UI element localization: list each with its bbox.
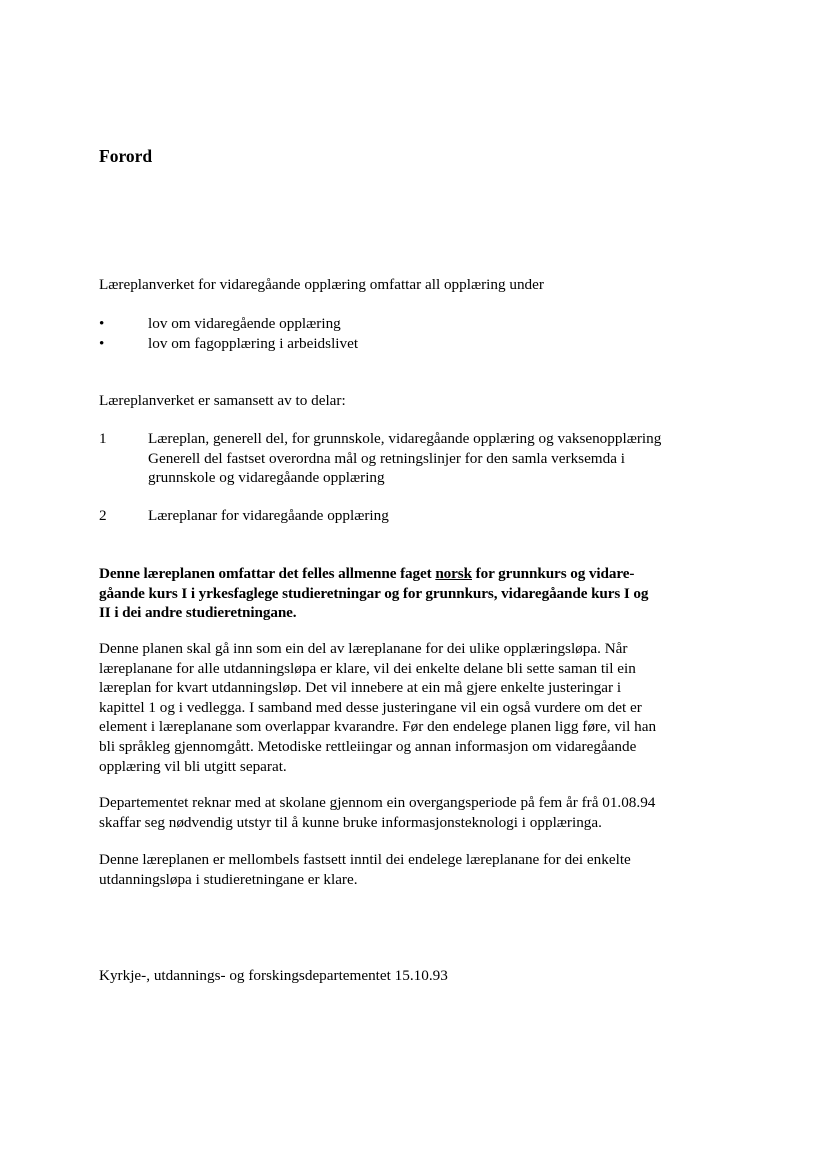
text-line: element i læreplanane som overlappar kvarandre. Før den endelege planen ligg føre, vil han [99,718,657,736]
part-text-line: Læreplan, generell del, for grunnskole, vidaregåande opplæring og vaksenopplæring [148,430,662,447]
body-paragraph-3 [99,850,739,889]
page-title: Forord [99,146,153,166]
list-item [99,314,739,334]
body-paragraph-2 [99,793,739,832]
part-text-line: Læreplanar for vidaregåande opplæring [148,507,389,524]
part-text-line: grunnskole og vidaregåande opplæring [148,469,385,487]
part-item [99,506,739,526]
part-text-line: Generell del fastset overordna mål og retningslinjer for den samla verksemda i [148,449,625,467]
parts-list-second [99,506,739,526]
subject-name: norsk [435,565,472,582]
list-item-text: lov om vidaregående opplæring [148,315,341,332]
part-number: 2 [99,507,107,524]
text-line: utdanningsløpa i studieretningane er klare. [99,870,358,888]
signature-line: Kyrkje-, utdannings- og forskingsdepartementet 15.10.93 [99,967,448,984]
parts-intro-text: Læreplanverket er samansett av to delar: [99,392,346,409]
text-line: læreplan for kvart utdanningsløp. Det vil innebere at ein må gjere enkelte justeringar i [99,679,622,697]
text-line: kapittel 1 og i vedlegga. I samband med desse justeringane vil ein også vurdere om det er [99,698,642,716]
part-number: 1 [99,430,107,447]
bullet-icon: • [99,334,105,352]
parts-list [99,429,739,488]
list-item [99,334,739,354]
bold-summary-paragraph [99,564,739,623]
bold-line: gåande kurs I i yrkesfaglege studieretningar og for grunnkurs, vidaregåande kurs I og [99,584,649,602]
bold-line-end: for grunnkurs og vidare- [471,565,635,582]
intro-text: Læreplanverket for vidaregåande opplæring omfattar all opplæring under [99,276,544,293]
list-item-text: lov om fagopplæring i arbeidslivet [148,334,359,352]
bold-line-start: Denne læreplanen omfattar det felles allmenne faget [99,565,436,582]
text-line: Denne læreplanen er mellombels fastsett inntil dei endelege læreplanane for dei enkelte [99,851,631,868]
bold-line [99,564,739,584]
text-line: opplæring vil bli utgitt separat. [99,757,287,775]
text-line: bli språkleg gjennomgått. Metodiske rettleiingar og annan informasjon om vidaregåande [99,737,637,755]
part-item [99,429,739,488]
text-line: skaffar seg nødvendig utstyr til å kunne bruke informasjonsteknologi i opplæringa. [99,813,602,831]
text-line: læreplanane for alle utdanningsløpa er klare, vil dei enkelte delane bli sette saman til ein [99,659,636,677]
bold-line: II i dei andre studieretningane. [99,604,297,622]
bullet-icon: • [99,315,105,332]
law-list [99,314,739,353]
text-line: Departementet reknar med at skolane gjennom ein overgangsperiode på fem år frå 01.08.94 [99,794,656,811]
body-paragraph-1 [99,639,739,776]
text-line: Denne planen skal gå inn som ein del av læreplanane for dei ulike opplæringsløpa. Når [99,640,628,657]
